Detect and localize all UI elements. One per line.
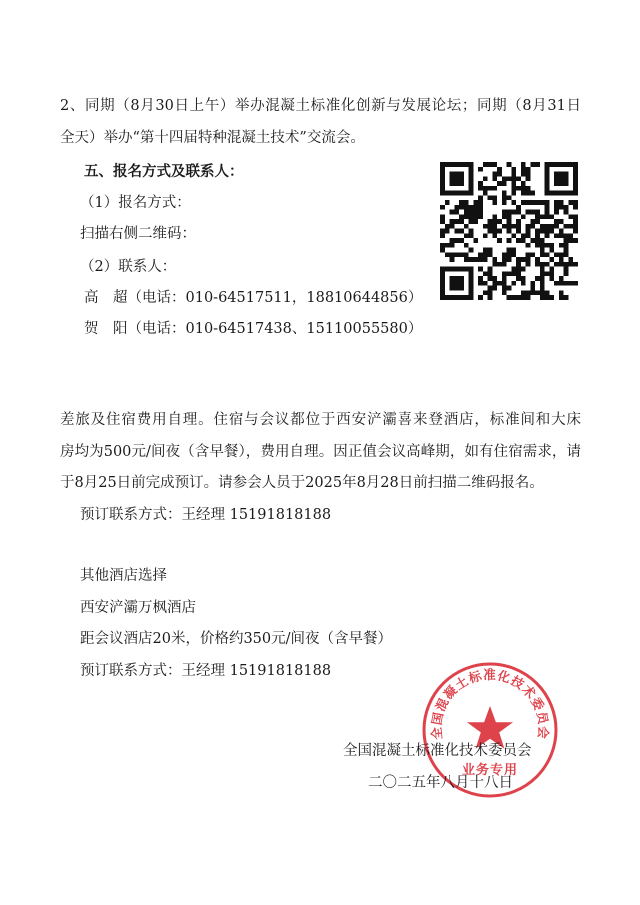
accommodation-line-3: 于8月25日前完成预订。请参会人员于2025年8月28日前扫描二维码报名。 xyxy=(60,475,544,491)
other-hotel-name: 西安浐灞万枫酒店 xyxy=(80,600,196,616)
seal-bottom-text: 业务专用 xyxy=(461,763,519,778)
contact-phones: （电话：010-64517511，18810644856） xyxy=(127,290,423,306)
signing-date: 二〇二五年八月十八日 xyxy=(368,775,513,791)
other-hotels-heading: 其他酒店选择 xyxy=(80,568,167,584)
contact-phones: （电话：010-64517438、15110055580） xyxy=(127,321,423,337)
contact-name: 贺 阳 xyxy=(84,321,128,337)
contacts-label: （2）联系人： xyxy=(80,259,177,275)
agenda-item-2-line-2: 全天）举办“第十四届特种混凝土技术”交流会。 xyxy=(60,130,365,146)
registration-qr-code[interactable] xyxy=(440,162,578,300)
registration-method-text: 扫描右侧二维码： xyxy=(80,226,196,242)
seal-arc-text: 全国混凝土标准化技术委员会 xyxy=(428,667,552,741)
accommodation-booking-contact: 预订联系方式：王经理 15191818188 xyxy=(80,507,332,523)
registration-heading: 五、报名方式及联系人： xyxy=(84,163,244,180)
contact-name: 高 超 xyxy=(84,290,128,306)
contact-row xyxy=(84,288,422,308)
contact-row xyxy=(84,319,422,339)
other-hotel-details: 距会议酒店20米，价格约350元/间夜（含早餐） xyxy=(80,631,393,647)
registration-method-label: （1）报名方式： xyxy=(80,195,191,211)
other-hotel-booking-contact: 预订联系方式：王经理 15191818188 xyxy=(80,663,332,679)
accommodation-line-1: 差旅及住宿费用自理。住宿与会议都位于西安浐灞喜来登酒店，标准间和大床 xyxy=(60,412,581,428)
agenda-item-2-line-1: 2、同期（8月30日上午）举办混凝土标准化创新与发展论坛；同期（8月31日 xyxy=(60,98,581,114)
accommodation-line-2: 房均为500元/间夜（含早餐），费用自理。因正值会议高峰期，如有住宿需求，请 xyxy=(60,444,581,460)
signing-organization: 全国混凝土标准化技术委员会 xyxy=(343,743,532,759)
